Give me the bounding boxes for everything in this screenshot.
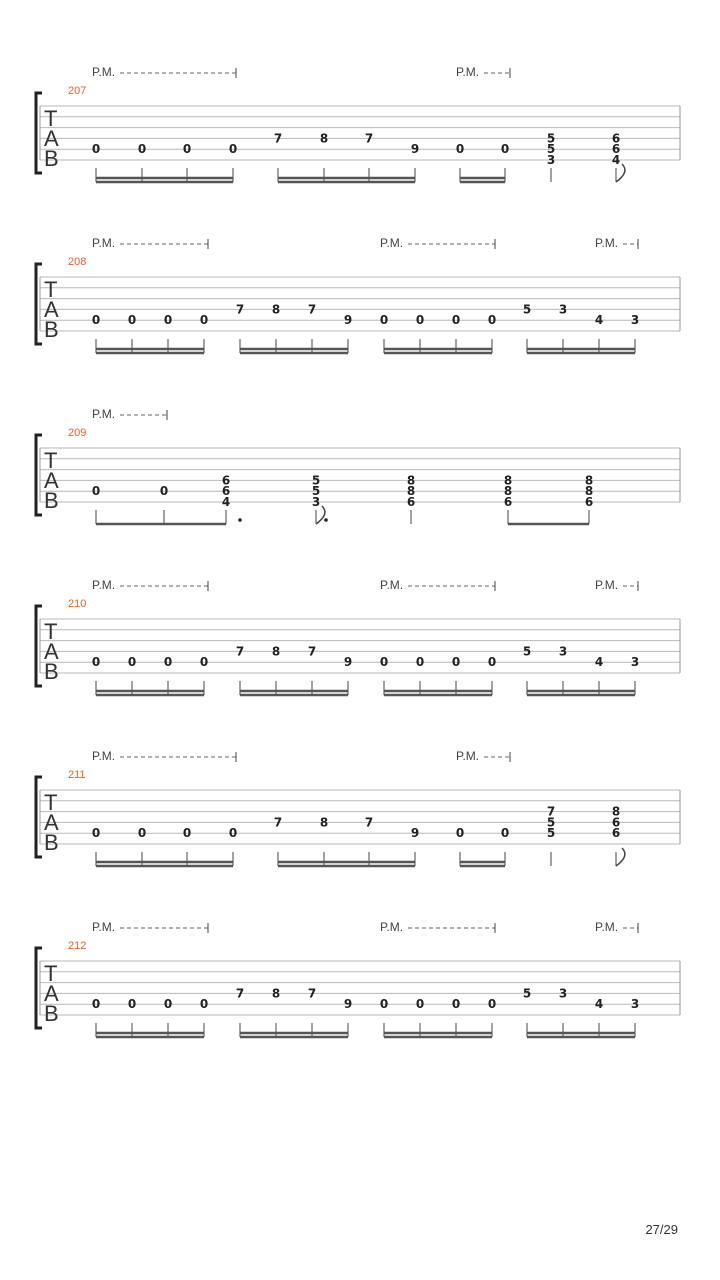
fret-number: 3 bbox=[630, 997, 640, 1012]
tab-letter-b: B bbox=[44, 1001, 59, 1026]
fret-number: 5 bbox=[522, 986, 532, 1001]
fret-number: 0 bbox=[379, 655, 389, 670]
tab-letter-a: A bbox=[44, 126, 59, 151]
fret-number: 8 bbox=[503, 484, 513, 499]
fret-number: 0 bbox=[163, 313, 173, 328]
fret-number: 9 bbox=[343, 313, 353, 328]
fret-number: 0 bbox=[137, 826, 147, 841]
fret-number: 0 bbox=[500, 142, 510, 157]
fret-number: 8 bbox=[271, 302, 281, 317]
fret-number: 7 bbox=[364, 131, 374, 146]
fret-number: 3 bbox=[558, 986, 568, 1001]
fret-number: 6 bbox=[611, 142, 621, 157]
fret-number: 3 bbox=[558, 644, 568, 659]
tab-letter-t: T bbox=[44, 277, 58, 302]
fret-number: 8 bbox=[271, 986, 281, 1001]
fret-number: 9 bbox=[343, 655, 353, 670]
fret-number: 4 bbox=[594, 655, 604, 670]
measure-number: 210 bbox=[68, 598, 87, 610]
palm-mute-label: P.M. bbox=[595, 920, 619, 934]
measure-number: 212 bbox=[68, 940, 87, 952]
page-number: 27/29 bbox=[645, 1222, 678, 1237]
tab-letter-b: B bbox=[44, 146, 59, 171]
fret-number: 0 bbox=[91, 997, 101, 1012]
fret-number: 6 bbox=[611, 815, 621, 830]
fret-number: 0 bbox=[91, 826, 101, 841]
system-bracket bbox=[36, 435, 42, 515]
fret-number: 6 bbox=[611, 131, 621, 146]
fret-number: 0 bbox=[127, 313, 137, 328]
fret-number: 4 bbox=[611, 153, 621, 167]
fret-number: 6 bbox=[503, 495, 513, 509]
fret-number: 0 bbox=[228, 826, 238, 841]
measure-number: 207 bbox=[68, 85, 87, 97]
palm-mute-label: P.M. bbox=[92, 407, 116, 421]
tab-letter-b: B bbox=[44, 317, 59, 342]
fret-number: 4 bbox=[221, 495, 231, 509]
fret-number: 0 bbox=[159, 484, 169, 499]
fret-number: 8 bbox=[319, 131, 329, 146]
dotted-note bbox=[238, 518, 242, 522]
fret-number: 0 bbox=[228, 142, 238, 157]
tab-letter-a: A bbox=[44, 468, 59, 493]
fret-number: 3 bbox=[311, 495, 321, 509]
tab-letter-a: A bbox=[44, 981, 59, 1006]
fret-number: 7 bbox=[235, 302, 245, 317]
fret-number: 0 bbox=[455, 142, 465, 157]
tab-letter-b: B bbox=[44, 659, 59, 684]
palm-mute-label: P.M. bbox=[92, 578, 116, 592]
note-flag bbox=[616, 848, 625, 866]
fret-number: 9 bbox=[410, 826, 420, 841]
fret-number: 7 bbox=[307, 644, 317, 659]
measure-number: 208 bbox=[68, 256, 87, 268]
system-bracket bbox=[36, 93, 42, 173]
fret-number: 3 bbox=[630, 655, 640, 670]
fret-number: 8 bbox=[271, 644, 281, 659]
fret-number: 7 bbox=[364, 815, 374, 830]
fret-number: 5 bbox=[311, 484, 321, 499]
palm-mute-label: P.M. bbox=[380, 920, 404, 934]
fret-number: 0 bbox=[487, 313, 497, 328]
fret-number: 0 bbox=[451, 655, 461, 670]
fret-number: 5 bbox=[546, 815, 556, 830]
fret-number: 6 bbox=[221, 484, 231, 499]
fret-number: 0 bbox=[182, 142, 192, 157]
fret-number: 0 bbox=[415, 655, 425, 670]
fret-number: 0 bbox=[415, 997, 425, 1012]
fret-number: 0 bbox=[182, 826, 192, 841]
fret-number: 8 bbox=[319, 815, 329, 830]
palm-mute-label: P.M. bbox=[92, 65, 116, 79]
fret-number: 6 bbox=[611, 826, 621, 841]
tab-letter-t: T bbox=[44, 961, 58, 986]
fret-number: 8 bbox=[406, 473, 416, 488]
system-bracket bbox=[36, 264, 42, 344]
tab-letter-t: T bbox=[44, 619, 58, 644]
fret-number: 7 bbox=[235, 644, 245, 659]
measure-number: 209 bbox=[68, 427, 87, 439]
tab-letter-b: B bbox=[44, 830, 59, 855]
fret-number: 0 bbox=[91, 313, 101, 328]
palm-mute-label: P.M. bbox=[595, 578, 619, 592]
fret-number: 0 bbox=[137, 142, 147, 157]
fret-number: 0 bbox=[379, 313, 389, 328]
fret-number: 5 bbox=[311, 473, 321, 488]
fret-number: 0 bbox=[487, 997, 497, 1012]
fret-number: 9 bbox=[410, 142, 420, 157]
fret-number: 0 bbox=[451, 997, 461, 1012]
fret-number: 0 bbox=[487, 655, 497, 670]
fret-number: 0 bbox=[199, 313, 209, 328]
system-bracket bbox=[36, 948, 42, 1028]
fret-number: 4 bbox=[594, 313, 604, 328]
fret-number: 8 bbox=[503, 473, 513, 488]
measure-number: 211 bbox=[68, 769, 86, 781]
palm-mute-label: P.M. bbox=[380, 578, 404, 592]
fret-number: 0 bbox=[500, 826, 510, 841]
fret-number: 0 bbox=[163, 997, 173, 1012]
tab-letter-a: A bbox=[44, 297, 59, 322]
tab-letter-b: B bbox=[44, 488, 59, 513]
fret-number: 0 bbox=[91, 484, 101, 499]
palm-mute-label: P.M. bbox=[456, 749, 480, 763]
fret-number: 5 bbox=[522, 302, 532, 317]
fret-number: 5 bbox=[546, 826, 556, 841]
palm-mute-label: P.M. bbox=[92, 236, 116, 250]
fret-number: 7 bbox=[273, 131, 283, 146]
fret-number: 9 bbox=[343, 997, 353, 1012]
fret-number: 8 bbox=[584, 484, 594, 499]
palm-mute-label: P.M. bbox=[456, 65, 480, 79]
fret-number: 5 bbox=[546, 131, 556, 146]
fret-number: 0 bbox=[91, 655, 101, 670]
fret-number: 0 bbox=[163, 655, 173, 670]
palm-mute-label: P.M. bbox=[92, 920, 116, 934]
fret-number: 6 bbox=[221, 473, 231, 488]
palm-mute-label: P.M. bbox=[92, 749, 116, 763]
tab-letter-a: A bbox=[44, 810, 59, 835]
tab-letter-t: T bbox=[44, 106, 58, 131]
fret-number: 5 bbox=[522, 644, 532, 659]
palm-mute-label: P.M. bbox=[380, 236, 404, 250]
fret-number: 8 bbox=[406, 484, 416, 499]
fret-number: 3 bbox=[630, 313, 640, 328]
fret-number: 8 bbox=[584, 473, 594, 488]
system-bracket bbox=[36, 777, 42, 857]
palm-mute-label: P.M. bbox=[595, 236, 619, 250]
fret-number: 7 bbox=[235, 986, 245, 1001]
fret-number: 0 bbox=[451, 313, 461, 328]
fret-number: 3 bbox=[546, 153, 556, 167]
fret-number: 7 bbox=[307, 986, 317, 1001]
fret-number: 3 bbox=[558, 302, 568, 317]
tab-letter-a: A bbox=[44, 639, 59, 664]
fret-number: 0 bbox=[379, 997, 389, 1012]
fret-number: 0 bbox=[91, 142, 101, 157]
fret-number: 6 bbox=[406, 495, 416, 509]
system-bracket bbox=[36, 606, 42, 686]
fret-number: 0 bbox=[455, 826, 465, 841]
fret-number: 8 bbox=[611, 804, 621, 819]
fret-number: 6 bbox=[584, 495, 594, 509]
fret-number: 0 bbox=[127, 655, 137, 670]
fret-number: 7 bbox=[546, 804, 556, 819]
fret-number: 7 bbox=[273, 815, 283, 830]
dotted-note bbox=[324, 518, 328, 522]
fret-number: 0 bbox=[199, 655, 209, 670]
fret-number: 7 bbox=[307, 302, 317, 317]
tab-letter-t: T bbox=[44, 448, 58, 473]
fret-number: 0 bbox=[199, 997, 209, 1012]
fret-number: 4 bbox=[594, 997, 604, 1012]
fret-number: 5 bbox=[546, 142, 556, 157]
fret-number: 0 bbox=[127, 997, 137, 1012]
fret-number: 0 bbox=[415, 313, 425, 328]
tab-letter-t: T bbox=[44, 790, 58, 815]
